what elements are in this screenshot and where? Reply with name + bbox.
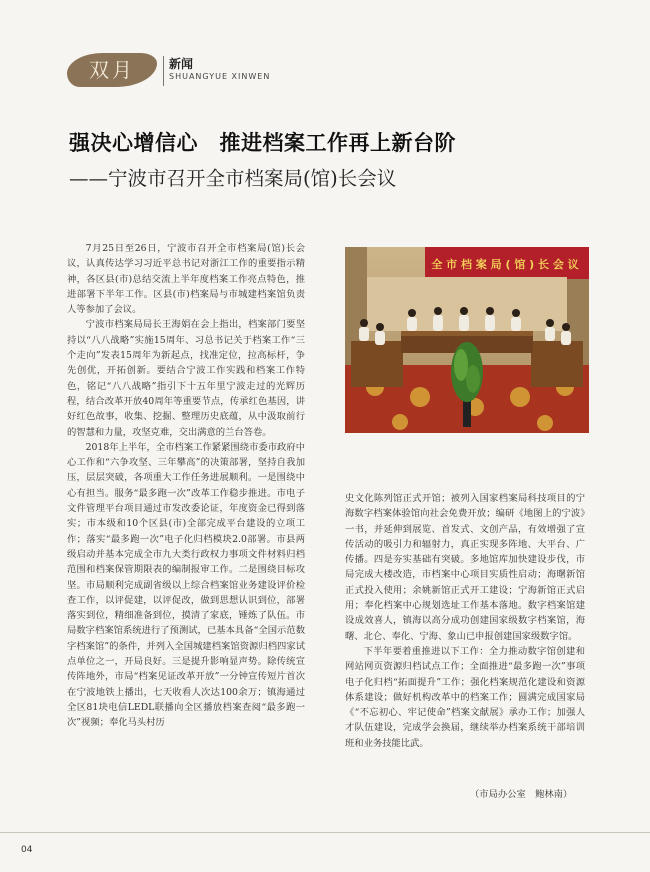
header-divider xyxy=(163,56,164,86)
article-byline: （市局办公室 鲍林南） xyxy=(470,789,573,800)
paragraph: 下半年要着重推进以下工作：全力推动数字馆创建和网站网页资源归档试点工作；全面推进“最多跑一次”事项电子化归档“拓面提升”工作；强化档案规范化建设和资源体系建设；做好机构改革中的档案工作；圆满完成国家局《“不忘初心、牢记使命”档案文献展》承办工作；加强人才队伍建设，完成学会换届，继续举办档案系统干部培训班和业务技能比武。 xyxy=(345,645,585,749)
paragraph: 2018年上半年，全市档案工作紧紧围绕市委市政府中心工作和“六争攻坚、三年攀高”的决策部署，坚持自我加压，层层突破，各项重大工作任务进展顺利。一是围绕中心有担当。服务“最多跑一次”改革工作稳步推进。市电子文件管理平台项目通过市发改委论证，年度资金已得到落实；市本级和10个区县(市)全部完成平台建设的立项工作；落实“最多跑一次”电子化归档模块2.0部署。市县两级启动并基本完成全市九大类行政权力事项文件材料归档范围和档案保管期限表的编制报审工作。二是围绕目标攻坚。市局顺利完成副省级以上综合档案馆业务建设评价检查工作，以评促建，以评促改，做到思想认识到位，部署落实到位，精细准备到位，摸清了家底，锤炼了队伍。市局数字档案馆系统进行了预测试，已基本具备“全国示范数字档案馆”的条件，并列入全国城建档案馆资源归档四家试点单位之一，开局良好。三是提升影响显声势。除传统宣传阵地外，市局“档案见证改革开放”一分钟宣传短片首次在宁波地铁上播出，七天收看人次达100余万；镇海通过全区81块电信LEDL联播向全区播放档案查阅“最多跑一次”视频；奉化马头村历 xyxy=(67,441,305,729)
article-title: 强决心增信心 推进档案工作再上新台阶 xyxy=(69,130,456,155)
meeting-photo-illustration xyxy=(345,247,589,433)
paragraph: 7月25日至26日，宁波市召开全市档案局(馆)长会议，认真传达学习习近平总书记对浙江工作的重要指示精神，各区县(市)总结交流上半年度档案工作亮点特色，推进部署下半年工作。区县(市)档案局与市城建档案馆负责人等参加了会议。 xyxy=(67,243,305,316)
article-column-right xyxy=(345,491,585,751)
paragraph: 史文化陈列馆正式开馆；被列入国家档案局科技项目的宁海数字档案体验馆向社会免费开放；编研《地图上的宁波》一书，并延伸到展览、首发式、文创产品，有效增强了宣传活动的吸引力和辐射力，真正实现多阵地、大平台、广传播。四是夯实基础有突破。多地馆库加快建设步伐，市局完成大楼改造，市档案中心项目实质性启动；海曙新馆正式投入使用；余姚新馆正式开工建设；宁海新馆正式启用；奉化档案中心规划选址工作基本落地。数字档案馆建设成效喜人，镇海以高分成功创建国家级数字档案馆，海曙、北仑、奉化、宁海、象山已申报创建国家级数字馆。 xyxy=(345,493,585,642)
meeting-photo xyxy=(345,247,589,433)
paragraph: 宁波市档案局局长王海娟在会上指出，档案部门要坚持以“八八战略”实施15周年、习总书记关于档案工作“三个走向”发表15周年为新起点，找准定位，拉高标杆，争先创优，开拓创新。要结合宁波工作实践和档案工作特色，铭记“八八战略”指引下十五年里宁波走过的光辉历程，结合改革开放40周年等重要节点，传承红色基因，讲好红色故事，收集、挖掘、整理历史底蕴，从中汲取前行的智慧和力量，攻坚克难，交出满意的兰台答卷。 xyxy=(67,319,305,438)
footer-rule xyxy=(0,832,650,833)
page-number: 04 xyxy=(21,845,33,855)
article-subtitle: ——宁波市召开全市档案局(馆)长会议 xyxy=(69,167,397,190)
section-title: 新闻 xyxy=(169,57,194,71)
banner-text: 全 市 档 案 局 ( 馆 ) 长 会 议 xyxy=(431,258,579,271)
column-badge: 双月 xyxy=(67,53,157,87)
section-subtitle: SHUANGYUE XINWEN xyxy=(169,72,271,81)
article-column-left xyxy=(67,241,305,731)
